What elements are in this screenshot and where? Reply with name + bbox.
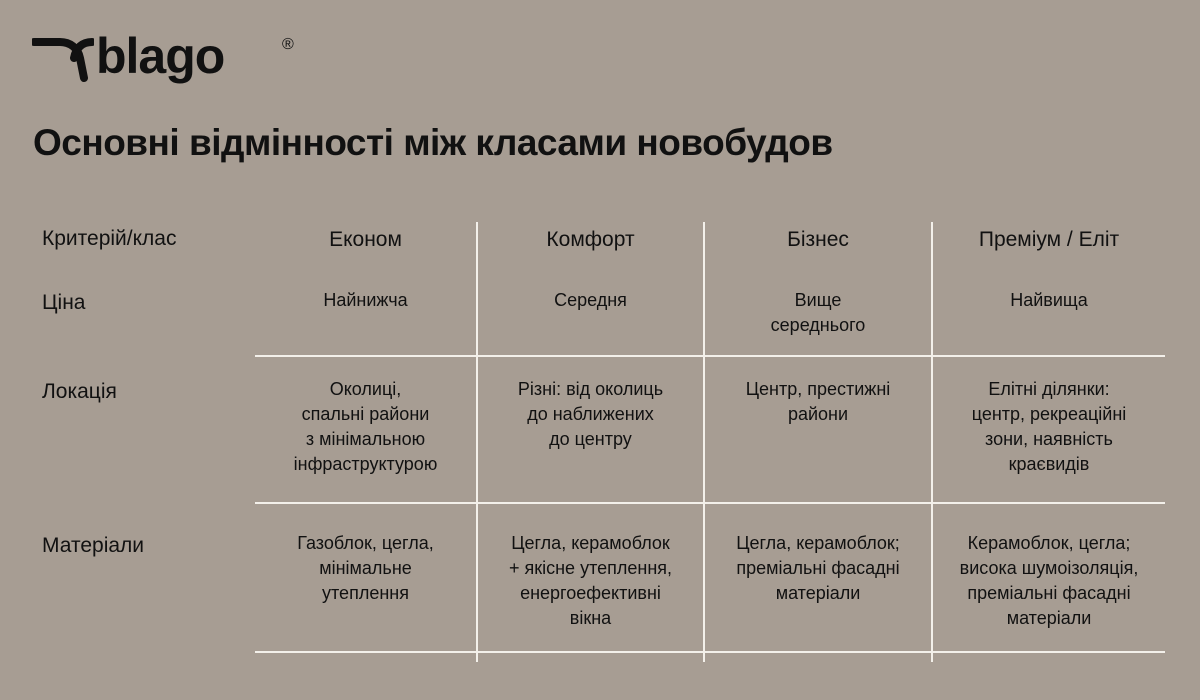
cell-price-comfort: Середня	[554, 290, 627, 310]
row-label-materials: Матеріали	[42, 534, 145, 557]
cell-materials-business: Цегла, керамоблок; преміальні фасадні матеріали	[736, 533, 900, 603]
cell-location-economy: Околиці, спальні райони з мінімальною інфраструктурою	[293, 379, 438, 474]
row-label-location: Локація	[42, 380, 117, 403]
row-divider	[255, 651, 1165, 653]
cell-price-economy: Найнижча	[323, 290, 408, 310]
header-criterion: Критерій/клас	[42, 227, 177, 250]
header-class-premium: Преміум / Еліт	[978, 228, 1120, 251]
cell-price-premium: Найвища	[1010, 290, 1088, 310]
header-class-economy: Економ	[329, 228, 402, 251]
page-title: Основні відмінності між класами новобудов	[33, 122, 833, 163]
cell-location-comfort: Різні: від околиць до наближених до центру	[517, 379, 664, 449]
header-class-comfort: Комфорт	[546, 228, 635, 251]
cell-materials-premium: Керамоблок, цегла; висока шумоізоляція, преміальні фасадні матеріали	[959, 533, 1139, 628]
cell-price-business: Вище середнього	[770, 290, 866, 335]
row-label-price: Ціна	[42, 291, 86, 314]
cell-location-premium: Елітні ділянки: центр, рекреаційні зони, наявність краєвидів	[971, 379, 1127, 474]
cell-materials-economy: Газоблок, цегла, мінімальне утеплення	[297, 533, 434, 603]
row-divider	[255, 355, 1165, 357]
cell-location-business: Центр, престижні райони	[745, 379, 891, 424]
registered-mark: ®	[282, 36, 294, 53]
header-class-business: Бізнес	[787, 228, 849, 251]
row-divider	[255, 502, 1165, 504]
brand-name: blago	[96, 28, 225, 84]
cell-materials-comfort: Цегла, керамоблок + якісне утеплення, енергоефективні вікна	[508, 533, 673, 628]
